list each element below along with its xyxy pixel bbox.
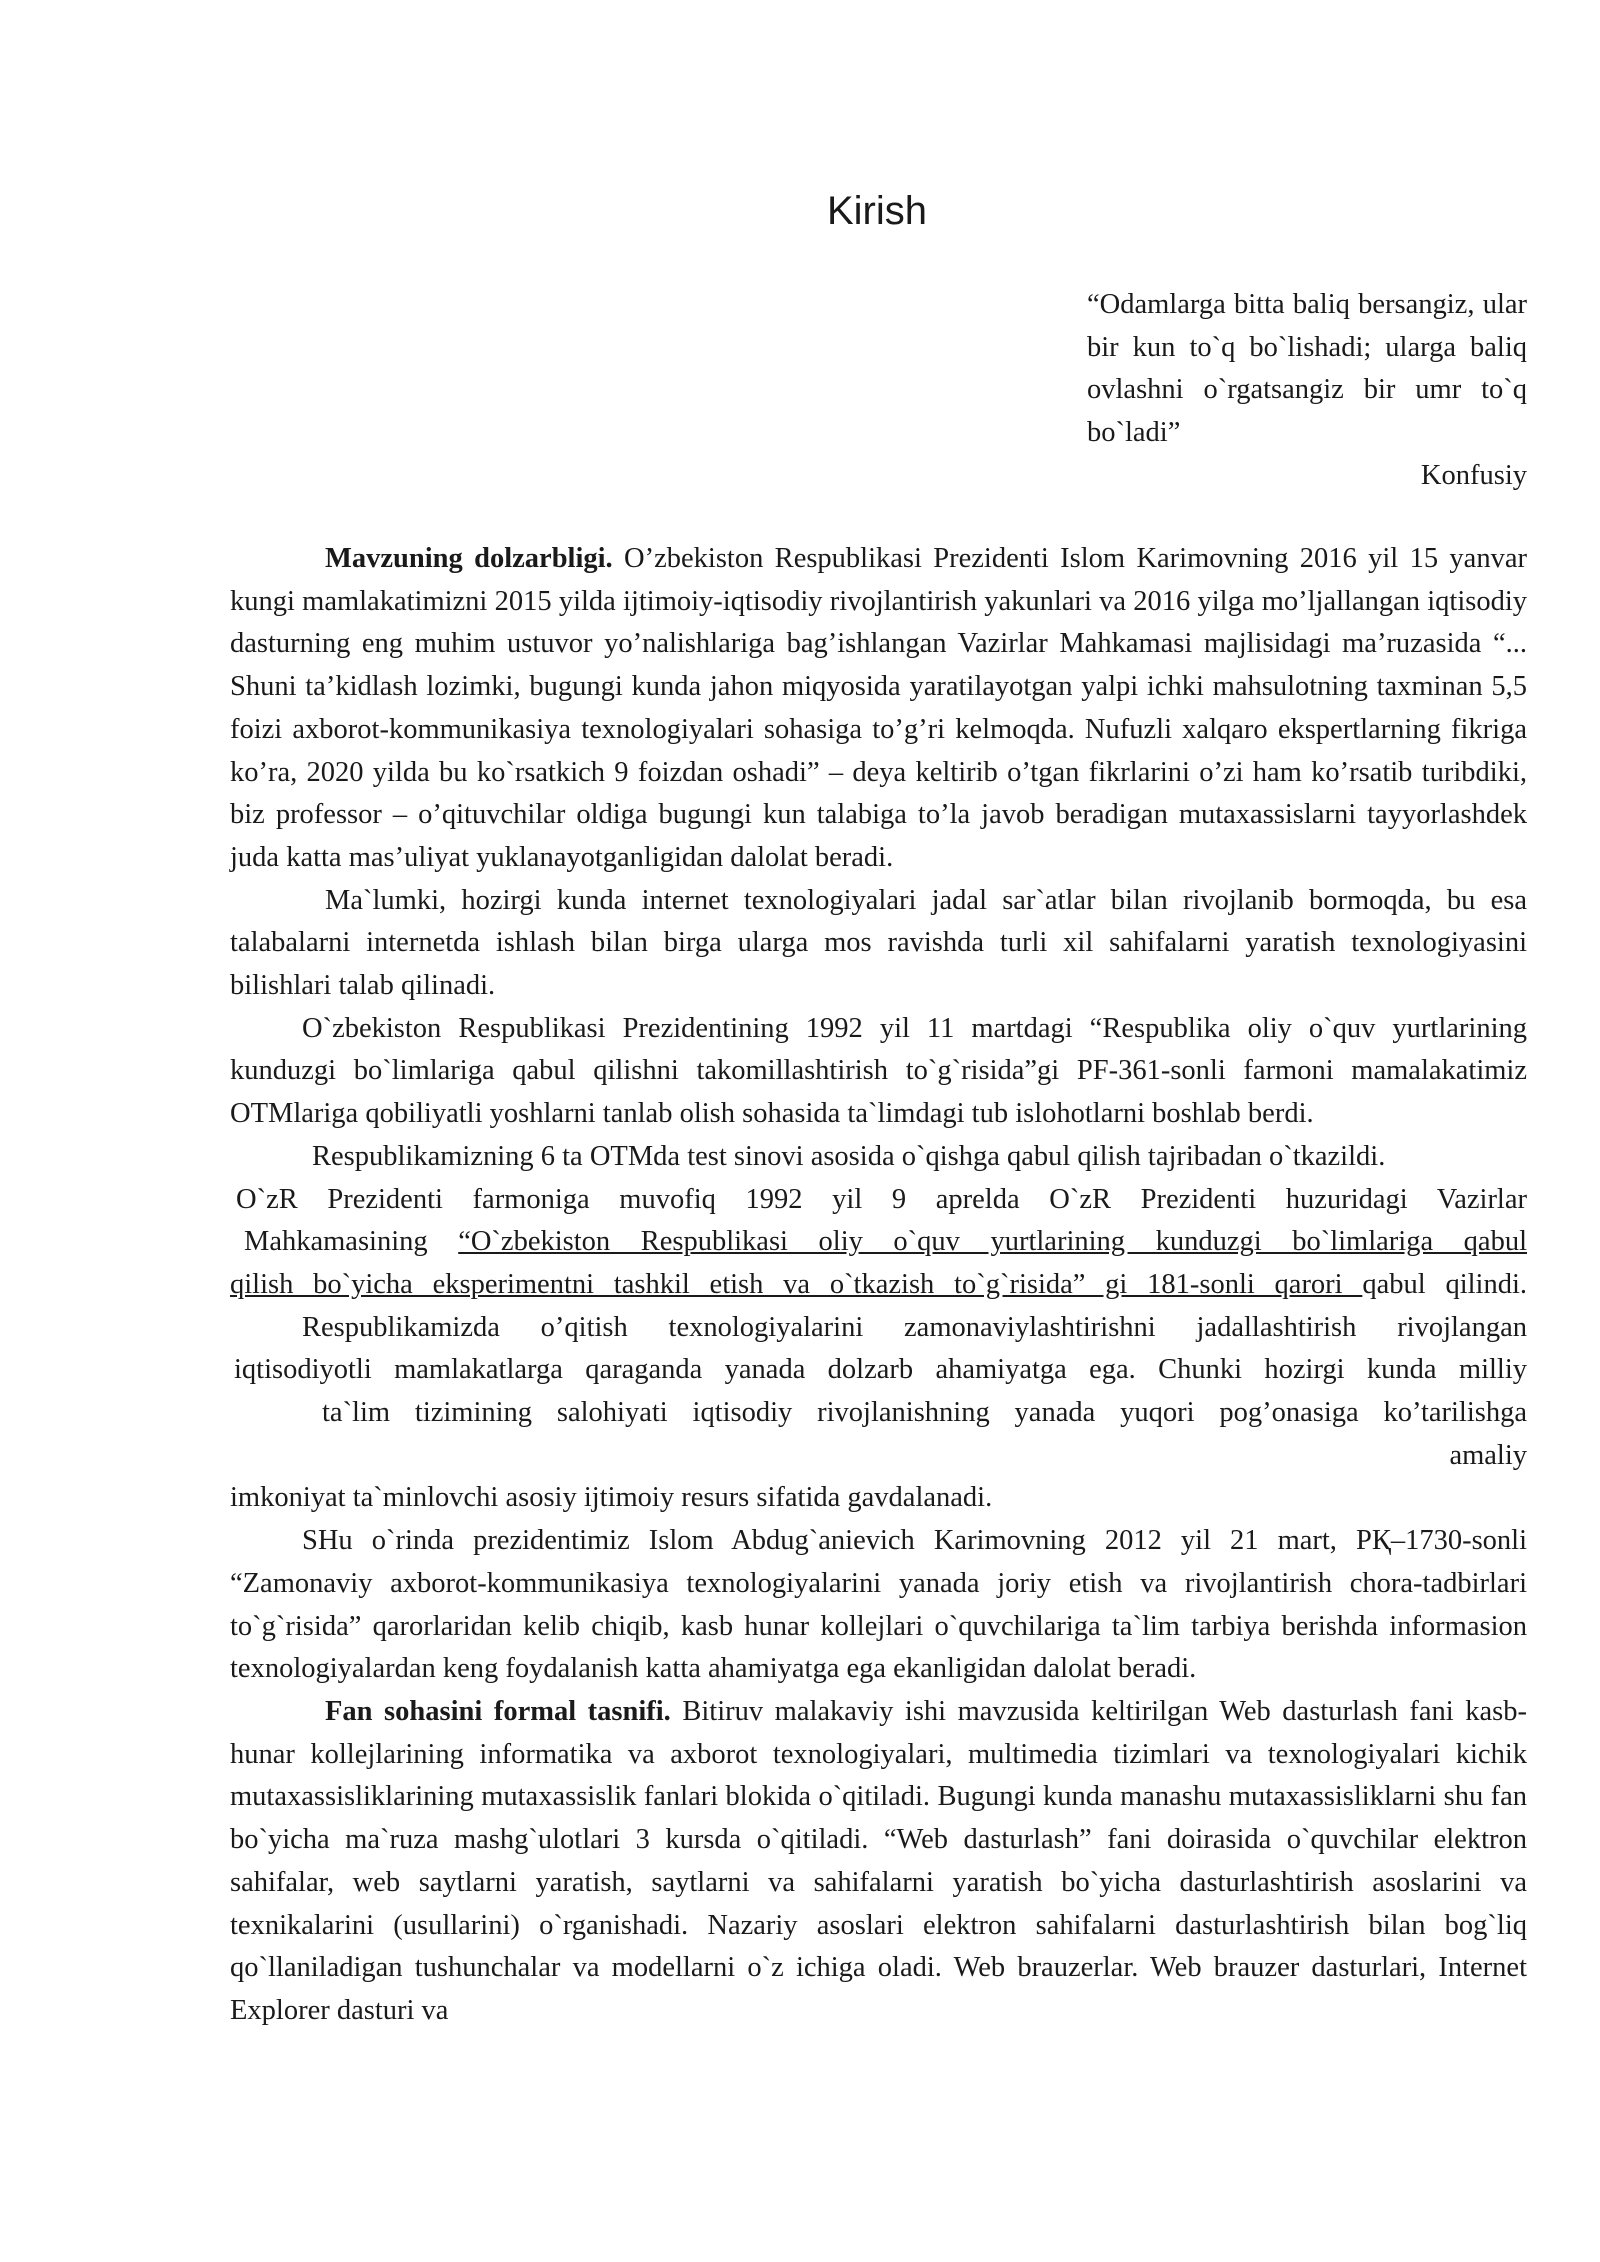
text-line: imkoniyat ta`minlovchi asosiy ijtimoiy resurs sifatida gavdalanadi. [230,1482,993,1514]
paragraph-classification [230,1691,1527,2033]
page-title: Kirish [826,189,928,233]
text-line: Respublikamizda o’qitish texnologiyalarini zamonaviylashtirishni jadallashtirish rivojlangan [302,1311,1527,1343]
decree-link[interactable]: qilish bo`yicha eksperimentni tashkil etish va o`tkazish to`g`risida” gi 181-sonli qarori [230,1268,1363,1300]
paragraph-text: O’zbekiston Respublikasi Prezidenti Islom Karimovning 2016 yil 15 yanvar kungi mamlakatimizni 2015 yilda ijtimoiy-iqtisodiy rivojlantirish yakunlari va 2016 yilga mo’ljallangan iqtisodiy dasturning eng muhim ustuvor yo’nalishlariga bag’ishlangan Vazirlar Mahkamasi majlisidagi ma’ruzasida “... Shuni ta’kidlash lozimki, bugungi kunda jahon miqyosida yaratilayotgan yalpi ichki mahsulotning taxminan 5,5 foizi axborot-kommunikasiya texnologiyalari sohasiga to’g’ri kelmoqda. Nufuzli xalqaro ekspertlarning fikriga ko’ra, 2020 yilda bu ko`rsatkich 9 foizdan oshadi” – deya keltirib o’tgan fikrlarini o’zi ham ko’rsatib turibdiki, biz professor – o’qituvchilar oldiga bugungi kun talabiga to’la javob beradigan mutaxassislarni tayyorlashdek juda katta mas’uliyat yuklanayotganligidan dalolat beradi. [230,543,1527,873]
paragraph-heading: Fan sohasini formal tasnifi. [325,1695,671,1727]
text-span: qabul qilindi. [1362,1268,1527,1300]
text-line: O`zR Prezidenti farmoniga muvofiq 1992 yil 9 aprelda O`zR Prezidenti huzuridagi Vazirlar [236,1183,1527,1215]
paragraph-text: Bitiruv malakaviy ishi mavzusida keltirilgan Web dasturlash fani kasb-hunar kollejlarining informatika va axborot texnologiyalari, multimedia tizimlari va texnologiyalari kichik mutaxassisliklarining mutaxassislik fanlari blokida o`qitiladi. Bugungi kunda manashu mutaxassisliklarni shu fan bo`yicha ma`ruza mashg`ulotlari 3 kursda o`qitiladi. “Web dasturlash” fani doirasida o`quvchilar elektron sahifalar, web saytlarni yaratish, saytlarni va sahifalarni yaratish bo`yicha dasturlashtirish asoslarini va texnikalarini (usullarini) o`rganishadi. Nazariy asoslari elektron sahifalarni dasturlashtirish bilan bog`liq qo`llaniladigan tushunchalar va modellarni o`z ichiga oladi. Web brauzerlar. Web brauzer dasturlari, Internet Explorer dasturi va [230,1695,1527,2026]
text-span: Mahkamasining [244,1226,459,1258]
document-body [230,538,1527,2033]
text-line: Respublikamizning 6 ta OTMda test sinovi asosida o`qishga qabul qilish tajribadan o`tkazildi. [312,1140,1386,1172]
epigraph-author: Konfusiy [1420,460,1527,491]
text-line [230,1264,1527,1307]
paragraph-internet: Ma`lumki, hozirgi kunda internet texnologiyalari jadal sar`atlar bilan rivojlanib bormoqda, bu esa talabalarni internetda ishlash bilan birga ularga mos ravishda turli xil sahifalarni yaratish texnologiyasini bilishlari talab qilinadi. [230,884,1527,1002]
text-line [230,1221,1527,1264]
text-line: ta`lim tizimining salohiyati iqtisodiy rivojlanishning yanada yuqori pog’onasiga ko’tarilishga [322,1397,1527,1429]
paragraph-relevance [230,538,1527,880]
decree-link[interactable]: “O`zbekiston Respublikasi oliy o`quv yurtlarining kunduzgi bo`limlariga qabul [458,1226,1527,1258]
paragraph-testing [230,1136,1527,1307]
paragraph-heading: Mavzuning dolzarbligi. [325,543,613,574]
text-line: amaliy [1449,1439,1527,1471]
paragraph-decree: O`zbekiston Respublikasi Prezidentining 1992 yil 11 martdagi “Respublika oliy o`quv yurtlarining kunduzgi bo`limlariga qabul qilishni takomillashtirish to`g`risida”gi PF-361-sonli farmoni mamalakatimiz OTMlariga qobiliyatli yoshlarni tanlab olish sohasida ta`limdagi tub islohotlarni boshlab berdi. [230,1012,1527,1130]
paragraph-resolution: SHu o`rinda prezidentimiz Islom Abdug`anievich Karimovning 2012 yil 21 mart, PҚ–1730-sonli “Zamonaviy axborot-kommunikasiya texnologiyalarini yanada joriy etish va rivojlantirish chora-tadbirlari to`g`risida” qarorlaridan kelib chiqib, kasb hunar kollejlari o`quvchilariga ta`lim tarbiya berishda informasion texnologiyalardan keng foydalanish katta ahamiyatga ega ekanligidan dalolat beradi. [230,1525,1527,1685]
text-line: iqtisodiyotli mamlakatlarga qaraganda yanada dolzarb ahamiyatga ega. Chunki hozirgi kunda milliy [234,1354,1527,1386]
epigraph-quote: “Odamlarga bitta baliq bersangiz, ular bir kun to`q bo`lishadi; ularga baliq ovlashni o`rgatsangiz bir umr to`q bo`ladi” [1087,289,1527,449]
paragraph-modernization [230,1307,1527,1521]
